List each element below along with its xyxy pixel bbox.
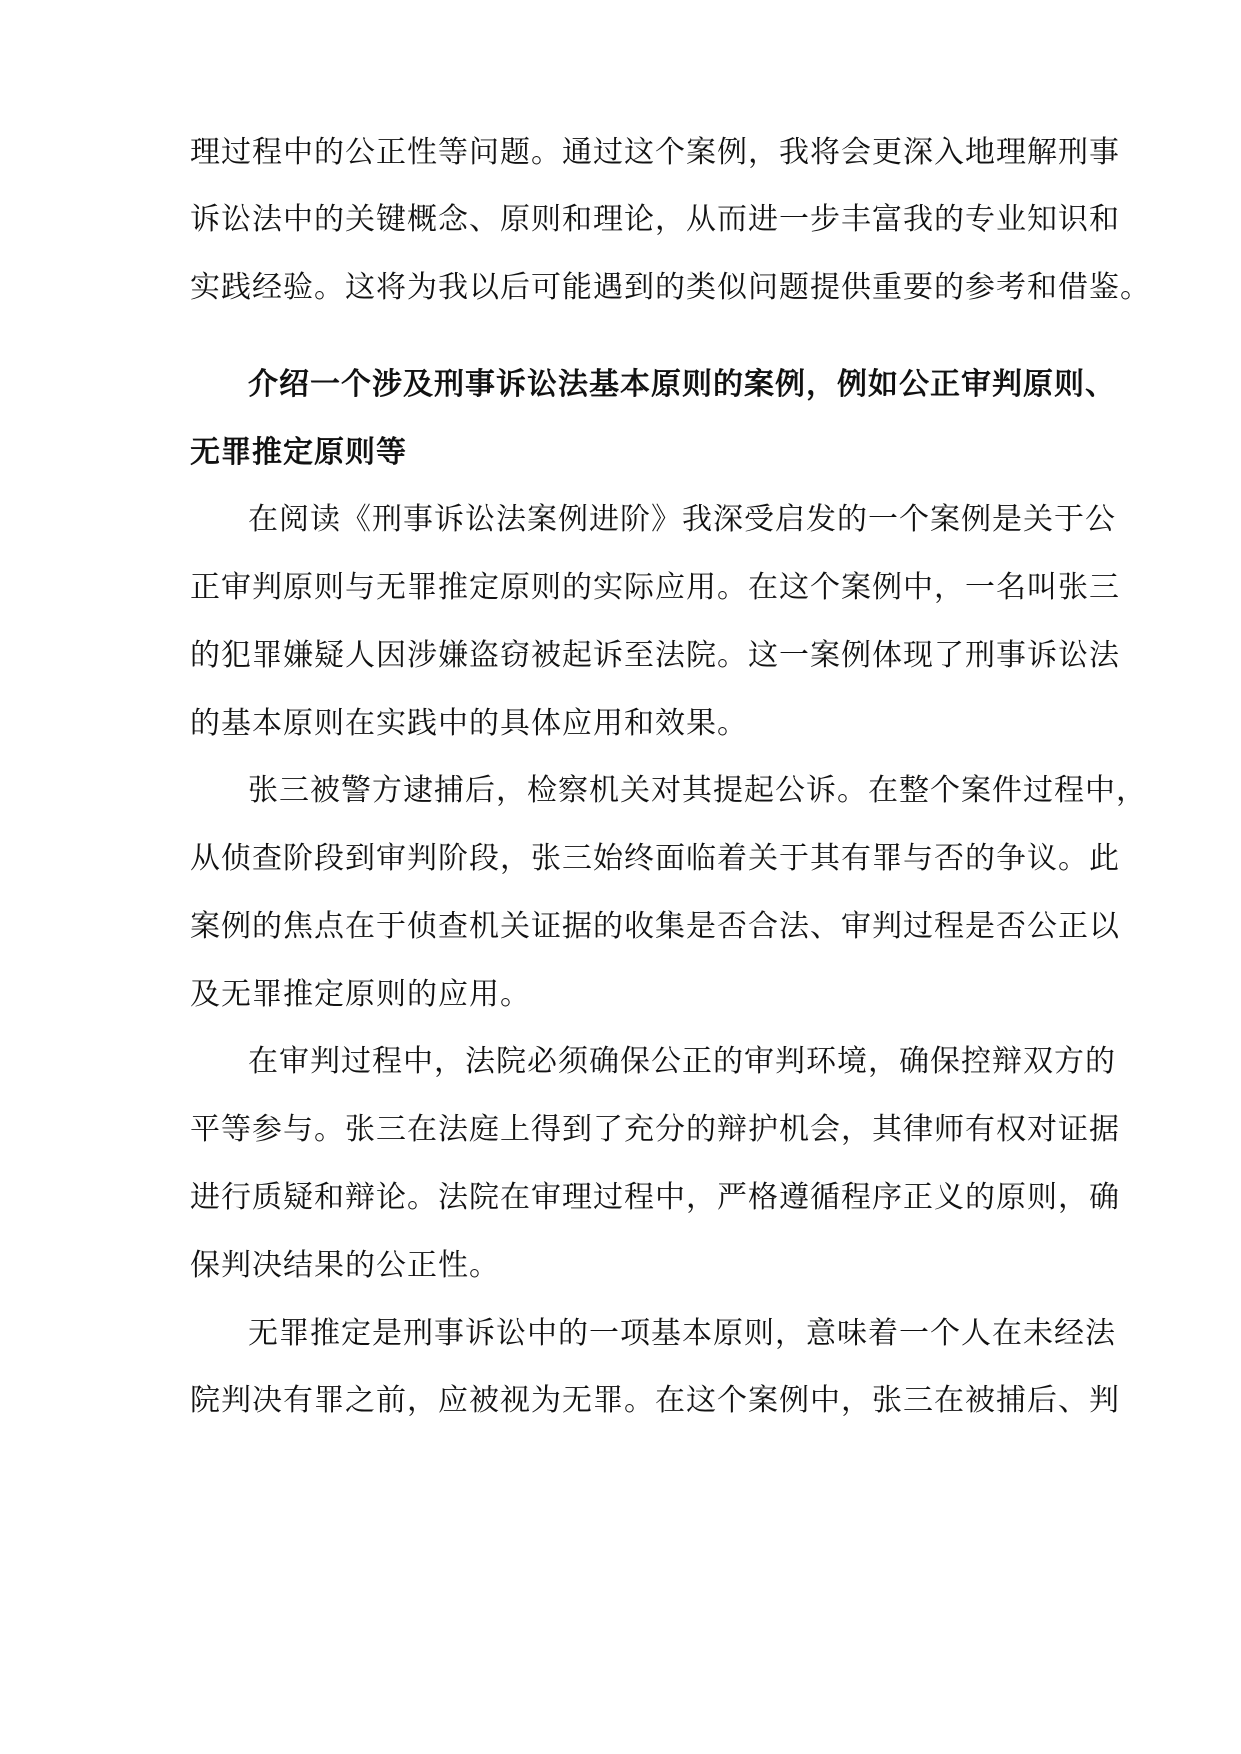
section-heading-line-2: 无罪推定原则等	[190, 435, 407, 470]
paragraph-2-line-1: 张三被警方逮捕后，检察机关对其提起公诉。在整个案件过程中，	[248, 773, 1147, 808]
paragraph-3-line-4: 保判决结果的公正性。	[190, 1248, 500, 1283]
paragraph-4-line-1: 无罪推定是刑事诉讼中的一项基本原则，意味着一个人在未经法	[248, 1316, 1116, 1351]
intro-line-1: 理过程中的公正性等问题。通过这个案例，我将会更深入地理解刑事	[190, 135, 1120, 170]
paragraph-3-line-1: 在审判过程中，法院必须确保公正的审判环境，确保控辩双方的	[248, 1044, 1116, 1079]
paragraph-2-line-2: 从侦查阶段到审判阶段，张三始终面临着关于其有罪与否的争议。此	[190, 841, 1120, 876]
intro-line-2: 诉讼法中的关键概念、原则和理论，从而进一步丰富我的专业知识和	[190, 202, 1120, 237]
section-heading-line-1: 介绍一个涉及刑事诉讼法基本原则的案例，例如公正审判原则、	[248, 367, 1116, 402]
intro-line-3: 实践经验。这将为我以后可能遇到的类似问题提供重要的参考和借鉴。	[190, 270, 1151, 305]
paragraph-1-line-4: 的基本原则在实践中的具体应用和效果。	[190, 706, 748, 741]
paragraph-1-line-3: 的犯罪嫌疑人因涉嫌盗窃被起诉至法院。这一案例体现了刑事诉讼法	[190, 638, 1120, 673]
paragraph-1-line-1: 在阅读《刑事诉讼法案例进阶》我深受启发的一个案例是关于公	[248, 502, 1116, 537]
paragraph-3-line-3: 进行质疑和辩论。法院在审理过程中，严格遵循程序正义的原则，确	[190, 1180, 1120, 1215]
paragraph-3-line-2: 平等参与。张三在法庭上得到了充分的辩护机会，其律师有权对证据	[190, 1112, 1120, 1147]
paragraph-1-line-2: 正审判原则与无罪推定原则的实际应用。在这个案例中，一名叫张三	[190, 570, 1120, 605]
paragraph-4-line-2: 院判决有罪之前，应被视为无罪。在这个案例中，张三在被捕后、判	[190, 1383, 1120, 1418]
paragraph-2-line-3: 案例的焦点在于侦查机关证据的收集是否合法、审判过程是否公正以	[190, 909, 1120, 944]
paragraph-2-line-4: 及无罪推定原则的应用。	[190, 977, 531, 1012]
